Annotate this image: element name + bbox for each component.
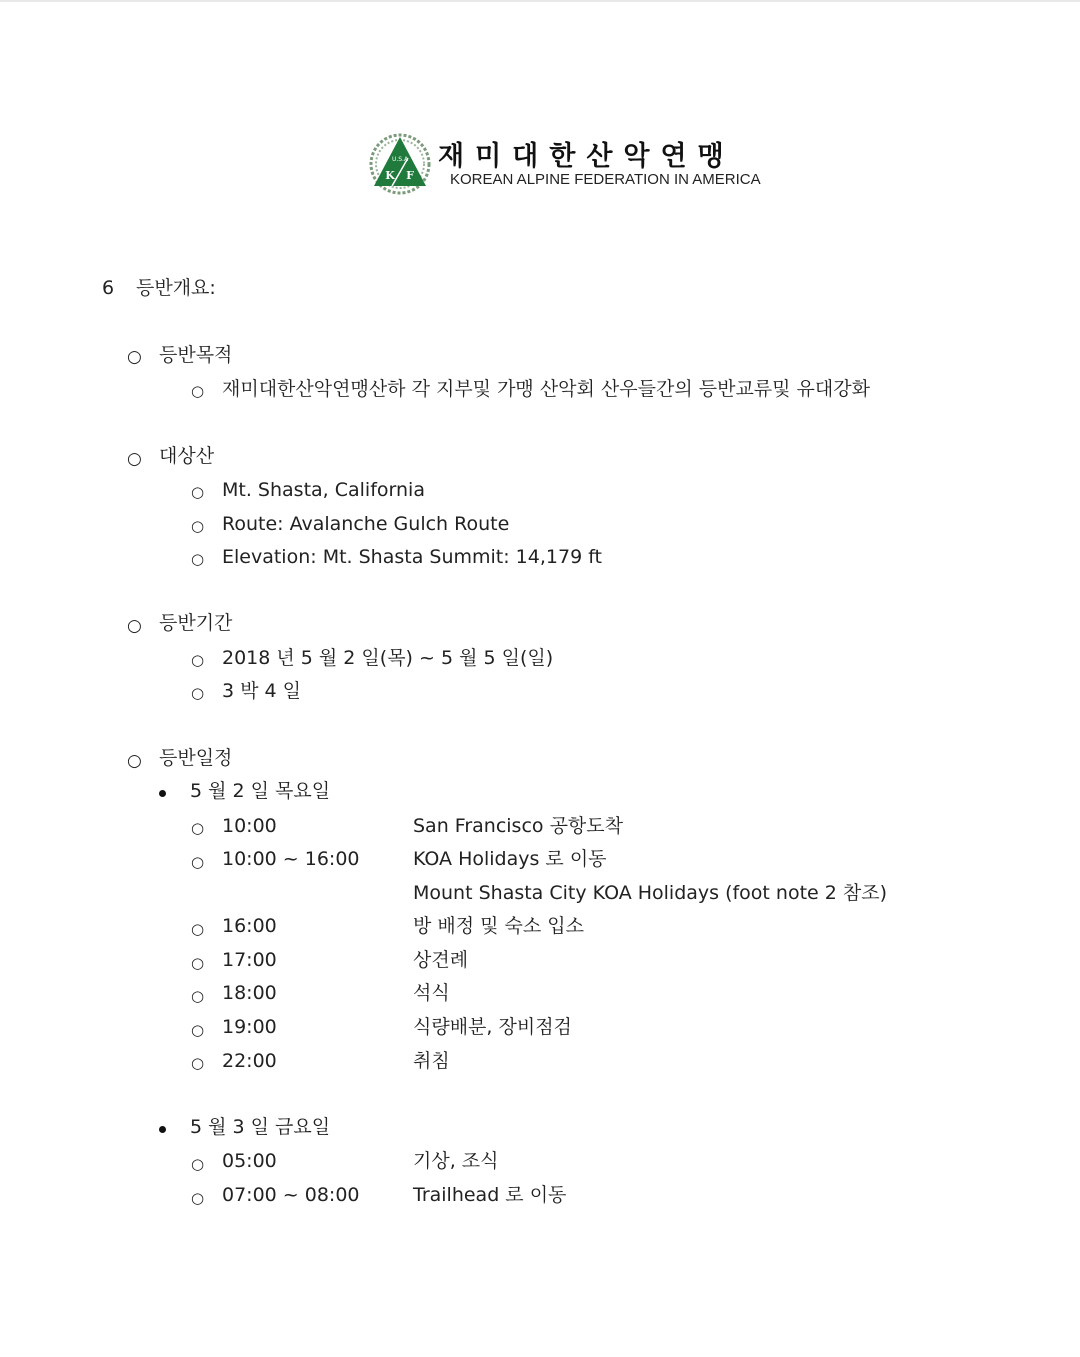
mountain-item: Mt. Shasta, California [222, 479, 425, 501]
hollow-bullet-icon: ○ [191, 1021, 205, 1039]
mountain-heading: 대상산 [159, 445, 215, 467]
schedule-time: 16:00 [222, 915, 277, 937]
hollow-bullet-icon: ○ [191, 1189, 205, 1207]
hollow-bullet-icon: ○ [191, 853, 205, 871]
day-label: 5 월 2 일 목요일 [190, 780, 331, 802]
schedule-activity: San Francisco 공항도착 [413, 815, 623, 837]
schedule-time: 18:00 [222, 982, 277, 1004]
schedule-time: 07:00 ~ 08:00 [222, 1184, 360, 1206]
kaf-logo-icon [368, 132, 432, 196]
hollow-bullet-icon: ○ [127, 347, 142, 367]
schedule-heading: 등반일정 [159, 747, 233, 769]
period-item: 3 박 4 일 [222, 680, 302, 702]
hollow-bullet-icon: ○ [191, 550, 205, 568]
schedule-activity-continued: Mount Shasta City KOA Holidays (foot note 2 참조) [413, 882, 888, 904]
schedule-time: 22:00 [222, 1050, 277, 1072]
schedule-activity: 상견례 [413, 949, 469, 971]
org-name-english: KOREAN ALPINE FEDERATION IN AMERICA [450, 171, 761, 188]
schedule-activity: Trailhead 로 이동 [413, 1184, 567, 1206]
page-top-border [0, 0, 1080, 2]
schedule-time: 10:00 [222, 815, 277, 837]
schedule-activity: 취침 [413, 1050, 450, 1072]
hollow-bullet-icon: ○ [191, 1054, 205, 1072]
hollow-bullet-icon: ○ [191, 819, 205, 837]
hollow-bullet-icon: ○ [127, 616, 142, 636]
schedule-activity: 기상, 조식 [413, 1150, 499, 1172]
day-label: 5 월 3 일 금요일 [190, 1116, 331, 1138]
hollow-bullet-icon: ○ [191, 987, 205, 1005]
hollow-bullet-icon: ○ [191, 517, 205, 535]
hollow-bullet-icon: ○ [127, 751, 142, 771]
mountain-item: Elevation: Mt. Shasta Summit: 14,179 ft [222, 546, 603, 568]
hollow-bullet-icon: ○ [191, 382, 205, 400]
logo-k-text: K [385, 169, 395, 182]
filled-bullet-icon [159, 790, 166, 797]
letterhead [368, 132, 768, 198]
mountain-item: Route: Avalanche Gulch Route [222, 513, 510, 535]
section-title: 등반개요: [136, 277, 216, 299]
logo-f-text: F [406, 169, 414, 182]
hollow-bullet-icon: ○ [191, 1155, 205, 1173]
hollow-bullet-icon: ○ [191, 483, 205, 501]
schedule-activity: 식량배분, 장비점검 [413, 1016, 572, 1038]
schedule-time: 17:00 [222, 949, 277, 971]
period-heading: 등반기간 [159, 612, 233, 634]
purpose-heading: 등반목적 [159, 344, 233, 366]
schedule-activity: 방 배정 및 숙소 입소 [413, 915, 584, 937]
hollow-bullet-icon: ○ [191, 954, 205, 972]
schedule-activity: KOA Holidays 로 이동 [413, 848, 607, 870]
hollow-bullet-icon: ○ [191, 684, 205, 702]
org-name-korean: 재미대한산악연맹 [438, 141, 735, 172]
logo-usa-text: U.S.A [391, 156, 409, 163]
schedule-activity: 석식 [413, 982, 450, 1004]
schedule-time: 10:00 ~ 16:00 [222, 848, 360, 870]
period-item: 2018 년 5 월 2 일(목) ~ 5 월 5 일(일) [222, 647, 554, 669]
filled-bullet-icon [159, 1126, 166, 1133]
schedule-time: 19:00 [222, 1016, 277, 1038]
section-number: 6 [102, 277, 115, 299]
schedule-time: 05:00 [222, 1150, 277, 1172]
hollow-bullet-icon: ○ [191, 920, 205, 938]
hollow-bullet-icon: ○ [127, 449, 142, 469]
hollow-bullet-icon: ○ [191, 651, 205, 669]
purpose-item: 재미대한산악연맹산하 각 지부및 가맹 산악회 산우들간의 등반교류및 유대강화 [222, 378, 870, 400]
